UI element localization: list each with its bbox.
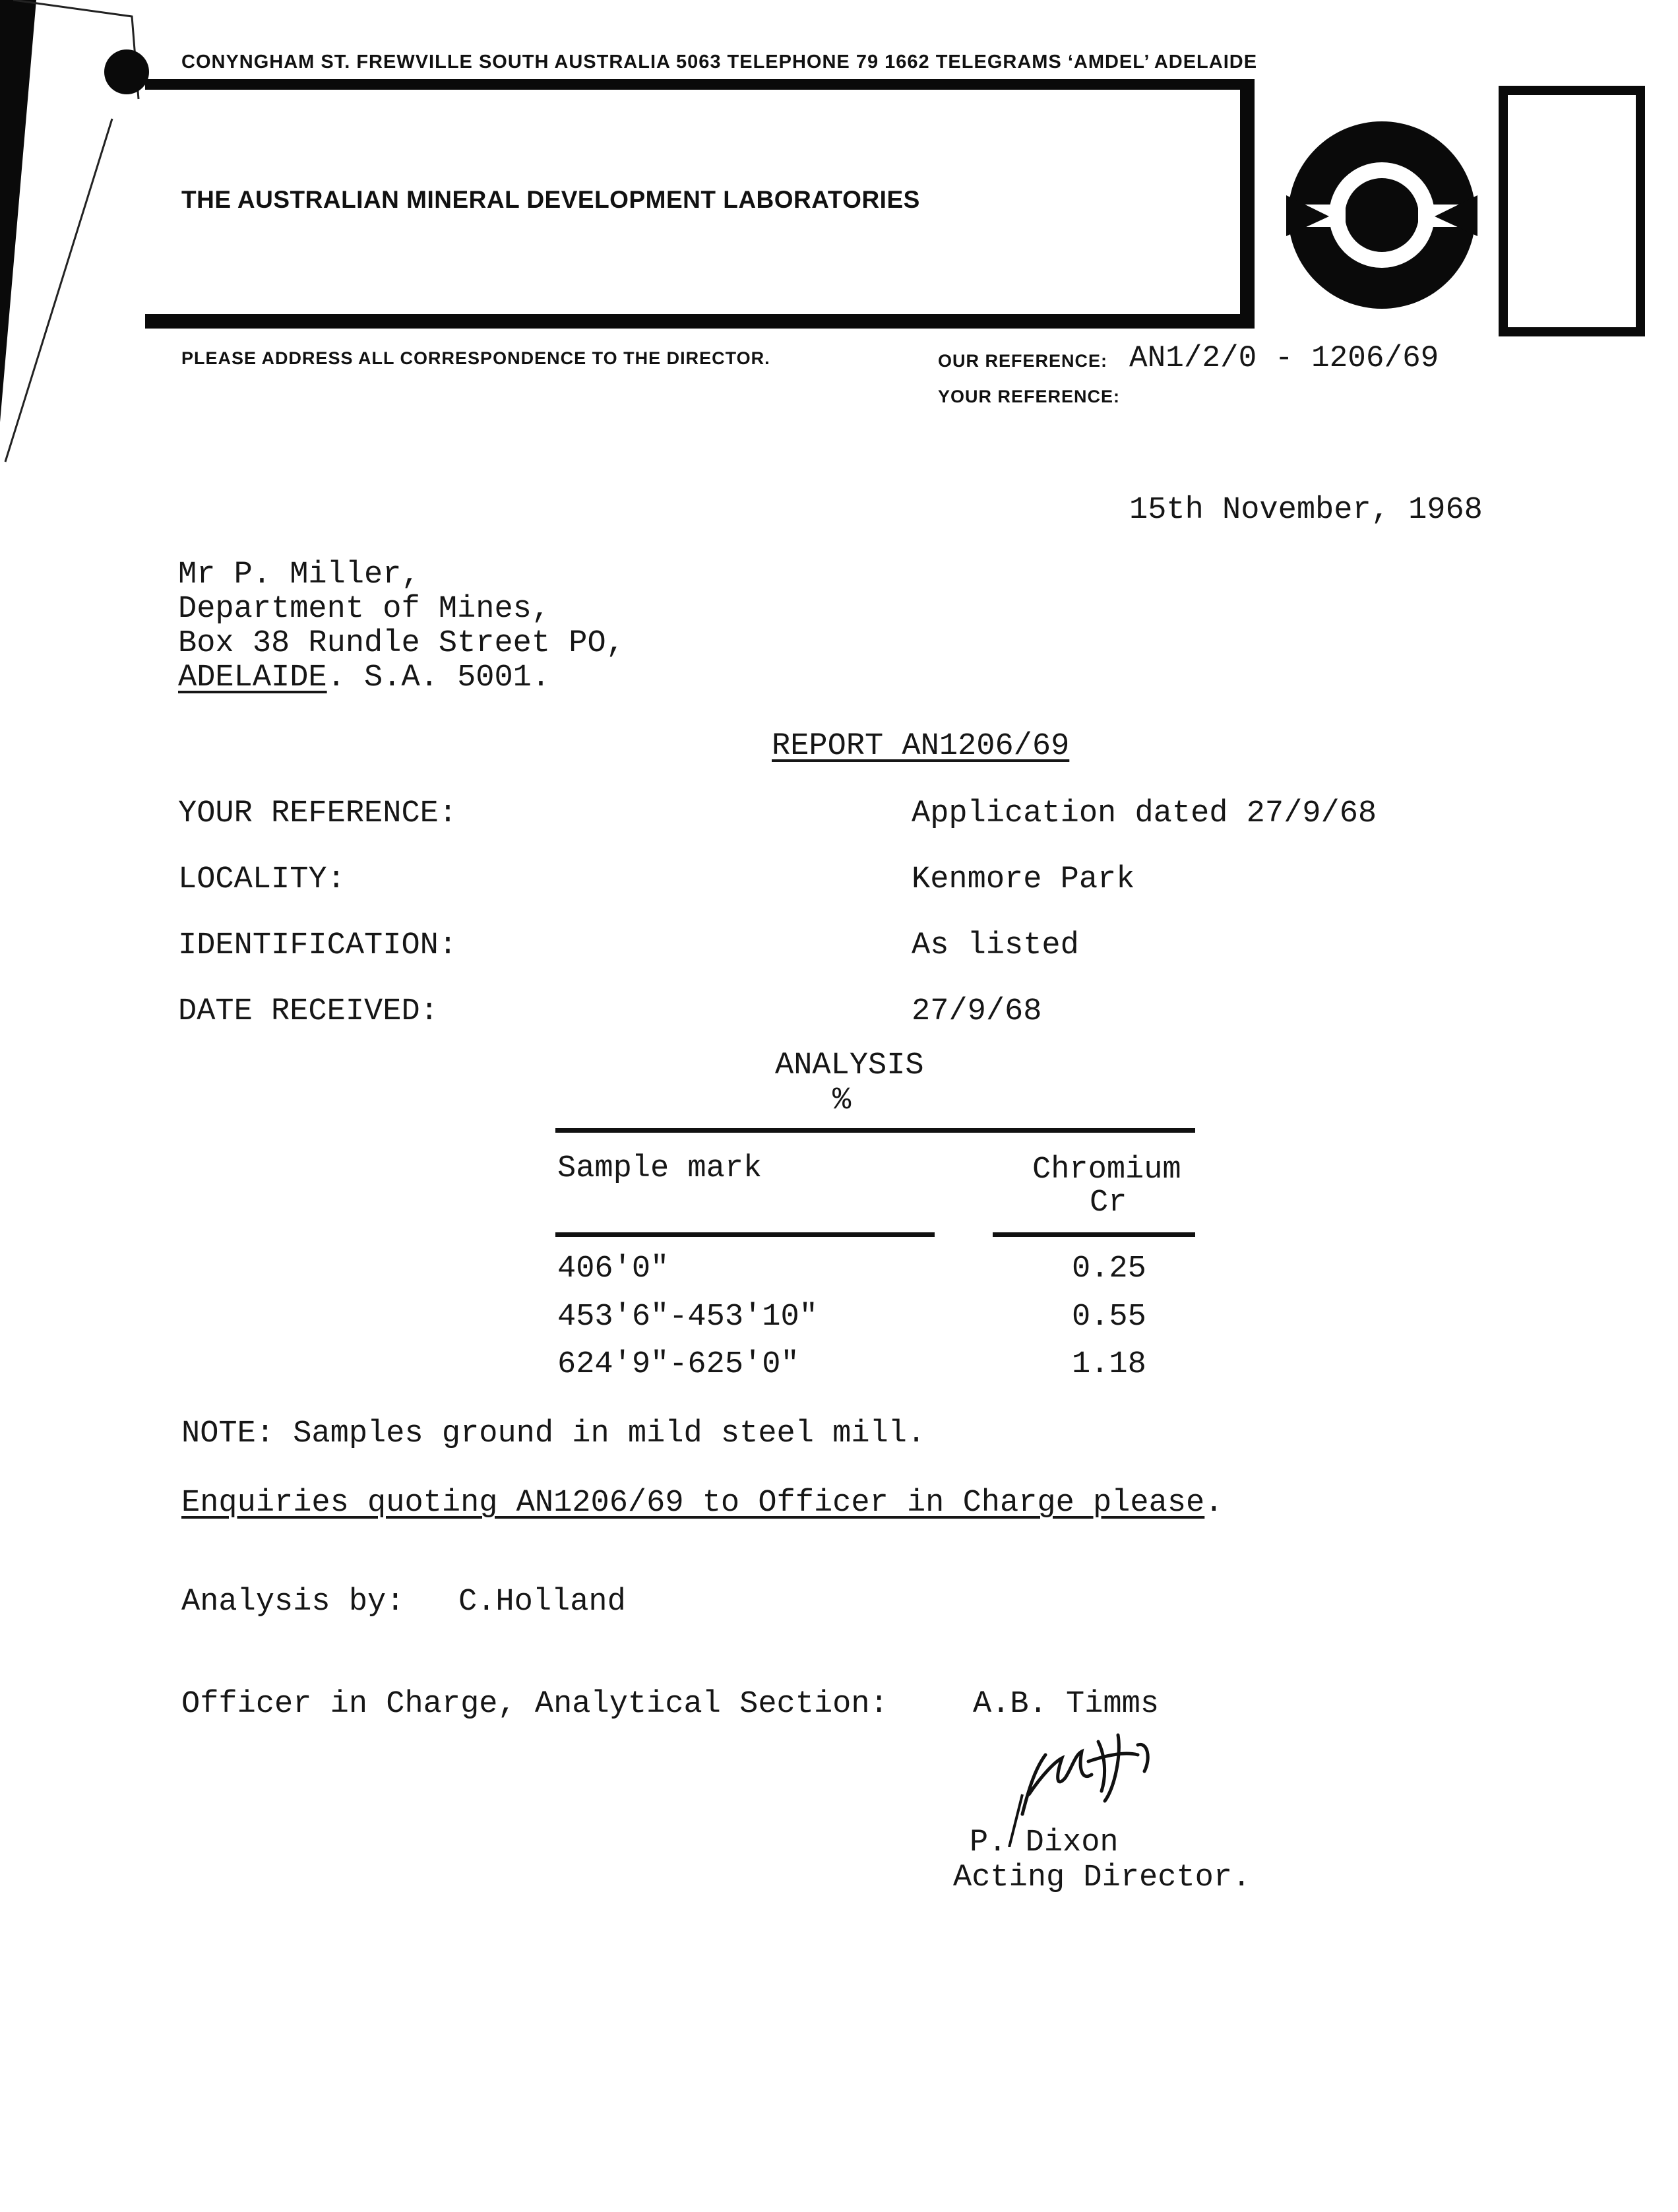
our-reference-value: AN1/2/0 - 1206/69 [1129,341,1439,375]
column-header-sample-mark: Sample mark [557,1151,762,1186]
detail-label-date-received: DATE RECEIVED: [178,994,439,1029]
our-reference-label: OUR REFERENCE: [938,351,1108,371]
officer-in-charge-name: A.B. Timms [973,1687,1160,1722]
detail-value-identification: As listed [912,928,1079,963]
recipient-address [178,559,625,697]
table-row-1-sample: 406'0" [557,1251,669,1286]
amdel-logo [1280,117,1484,315]
address-bullet [104,49,149,94]
recipient-city: ADELAIDE [178,660,327,695]
your-reference-label: YOUR REFERENCE: [938,387,1121,406]
report-title: REPORT AN1206/69 [772,729,1070,764]
detail-value-locality: Kenmore Park [912,862,1135,897]
organization-name: THE AUSTRALIAN MINERAL DEVELOPMENT LABORATORIES [181,186,920,213]
table-row-3-chromium: 1.18 [1072,1347,1146,1382]
table-sample-header-rule [555,1232,935,1237]
enquiries-line: Enquiries quoting AN1206/69 to Officer in Charge please. [181,1486,1224,1521]
analysis-heading: ANALYSIS [775,1048,924,1083]
signatory-title: Acting Director. [953,1860,1251,1895]
signatory-name: P. Dixon [970,1825,1119,1860]
recipient-line-2: Department of Mines, [178,592,551,627]
analysis-by-label: Analysis by: [181,1585,405,1620]
detail-value-your-reference: Application dated 27/9/68 [912,796,1377,831]
letter-date: 15th November, 1968 [1129,493,1483,528]
letterhead-side-box [1499,86,1645,336]
detail-label-identification: IDENTIFICATION: [178,928,458,963]
recipient-state-postcode: . S.A. 5001. [326,660,551,695]
correspondence-note: PLEASE ADDRESS ALL CORRESPONDENCE TO THE DIRECTOR. [181,348,770,368]
note-text: NOTE: Samples ground in mild steel mill. [181,1416,926,1451]
letterhead-address: CONYNGHAM ST. FREWVILLE SOUTH AUSTRALIA 5063 TELEPHONE 79 1662 TELEGRAMS ‘AMDEL’ ADELAIDE [181,51,1258,73]
table-row-1-chromium: 0.25 [1072,1251,1146,1286]
recipient-line-3: Box 38 Rundle Street PO, [178,626,625,661]
detail-label-locality: LOCALITY: [178,862,346,897]
detail-label-your-reference: YOUR REFERENCE: [178,796,458,831]
recipient-line-1: Mr P. Miller, [178,557,420,592]
analysis-by-name: C.Holland [458,1585,626,1620]
table-row-2-chromium: 0.55 [1072,1300,1146,1335]
table-row-3-sample: 624'9"-625'0" [557,1347,799,1382]
column-header-chromium-symbol: Cr [1090,1185,1127,1220]
table-chromium-header-rule [993,1232,1195,1237]
table-row-2-sample: 453'6"-453'10" [557,1300,818,1335]
recipient-line-4 [178,662,625,697]
analysis-unit: % [832,1083,852,1118]
enquiries-text: Enquiries quoting AN1206/69 to Officer in Charge please [181,1486,1205,1521]
officer-in-charge-label: Officer in Charge, Analytical Section: [181,1687,888,1722]
column-header-chromium: Chromium [1032,1153,1181,1187]
table-top-rule [555,1128,1195,1133]
detail-value-date-received: 27/9/68 [912,994,1042,1029]
